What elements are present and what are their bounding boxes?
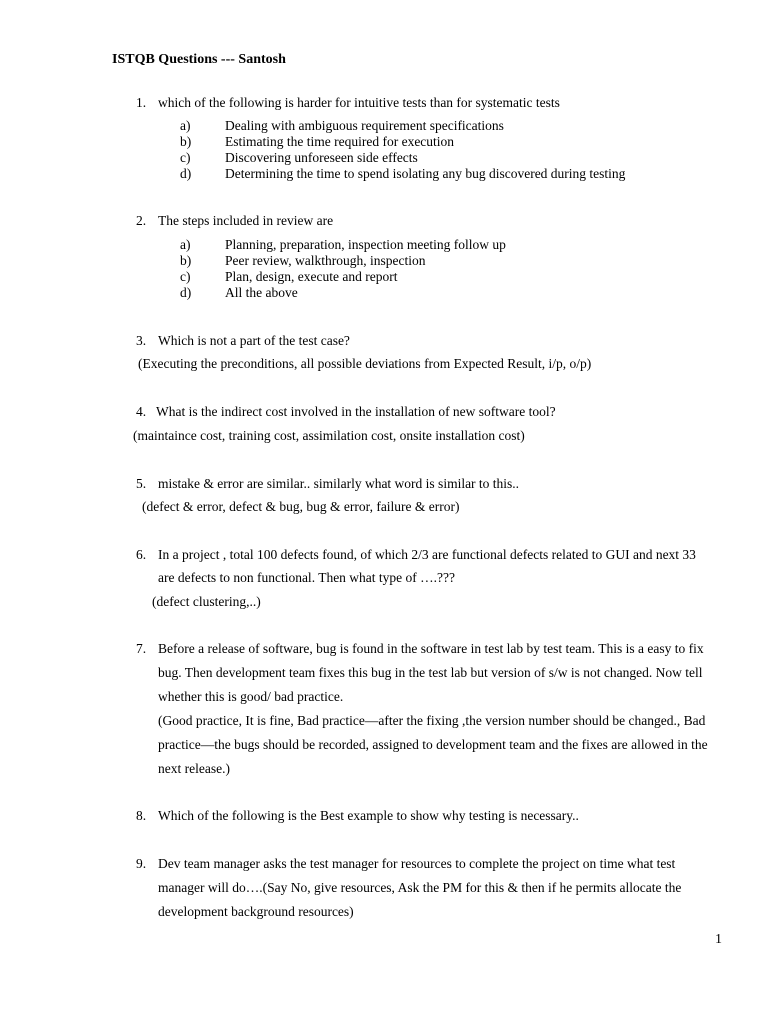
question-4-answer: (maintaince cost, training cost, assimilation cost, onsite installation cost) [133, 428, 525, 443]
question-2-text: The steps included in review are [158, 213, 334, 228]
question-1-number: 1. [136, 95, 147, 110]
question-1-option-a-letter: a) [180, 118, 191, 133]
question-5-number: 5. [136, 476, 147, 491]
question-3-number: 3. [136, 333, 147, 348]
question-9-text-line-2: manager will do….(Say No, give resources, Ask the PM for this & then if he permits allocate the [158, 880, 682, 895]
question-5-text: mistake & error are similar.. similarly what word is similar to this.. [158, 476, 520, 491]
question-1-option-d-text: Determining the time to spend isolating any bug discovered during testing [225, 166, 626, 181]
question-2-option-b-text: Peer review, walkthrough, inspection [225, 253, 426, 268]
question-9-number: 9. [136, 856, 147, 871]
question-9-text-line-1: Dev team manager asks the test manager for resources to complete the project on time what test [158, 856, 676, 871]
question-6-answer: (defect clustering,..) [152, 594, 261, 609]
question-7-number: 7. [136, 641, 147, 656]
question-7-text-line-1: Before a release of software, bug is found in the software in test lab by test team. This is a easy to fix [158, 641, 704, 656]
question-1-option-c-text: Discovering unforeseen side effects [225, 150, 418, 165]
question-2-option-c-text: Plan, design, execute and report [225, 269, 398, 284]
question-7-text-line-5: practice—the bugs should be recorded, assigned to development team and the fixes are allowed in the [158, 737, 708, 752]
question-2-option-d-text: All the above [225, 285, 298, 300]
question-2-option-c-letter: c) [180, 269, 191, 284]
question-1-option-b-letter: b) [180, 134, 192, 149]
document-title: ISTQB Questions --- Santosh [112, 52, 286, 67]
question-1-option-a-text: Dealing with ambiguous requirement specifications [225, 118, 504, 133]
question-6-number: 6. [136, 547, 147, 562]
question-1-option-c-letter: c) [180, 150, 191, 165]
question-9-text-line-3: development background resources) [158, 904, 354, 919]
question-7-text-line-2: bug. Then development team fixes this bug in the test lab but version of s/w is not changed. Now tell [158, 665, 703, 680]
question-7-text-line-6: next release.) [158, 761, 230, 776]
question-1-option-d-letter: d) [180, 166, 192, 181]
question-3-answer: (Executing the preconditions, all possible deviations from Expected Result, i/p, o/p) [138, 356, 592, 371]
question-2-option-b-letter: b) [180, 253, 192, 268]
question-2-option-d-letter: d) [180, 285, 192, 300]
question-2-option-a-text: Planning, preparation, inspection meeting follow up [225, 237, 506, 252]
question-3-text: Which is not a part of the test case? [158, 333, 350, 348]
question-2-number: 2. [136, 213, 147, 228]
question-1-option-b-text: Estimating the time required for execution [225, 134, 455, 149]
page-number: 1 [715, 932, 722, 947]
question-4-text: What is the indirect cost involved in the installation of new software tool? [156, 404, 556, 419]
question-4-number: 4. [136, 404, 147, 419]
question-1-text: which of the following is harder for intuitive tests than for systematic tests [158, 95, 560, 110]
question-6-text-line-2: are defects to non functional. Then what type of ….??? [158, 570, 456, 585]
question-5-answer: (defect & error, defect & bug, bug & error, failure & error) [142, 499, 460, 514]
question-2-option-a-letter: a) [180, 237, 191, 252]
question-7-text-line-4: (Good practice, It is fine, Bad practice—after the fixing ,the version number should be changed., Bad [158, 713, 706, 728]
question-6-text-line-1: In a project , total 100 defects found, of which 2/3 are functional defects related to GUI and next 33 [158, 547, 696, 562]
question-8-text: Which of the following is the Best example to show why testing is necessary.. [158, 808, 579, 823]
question-7-text-line-3: whether this is good/ bad practice. [158, 689, 344, 704]
question-8-number: 8. [136, 808, 147, 823]
